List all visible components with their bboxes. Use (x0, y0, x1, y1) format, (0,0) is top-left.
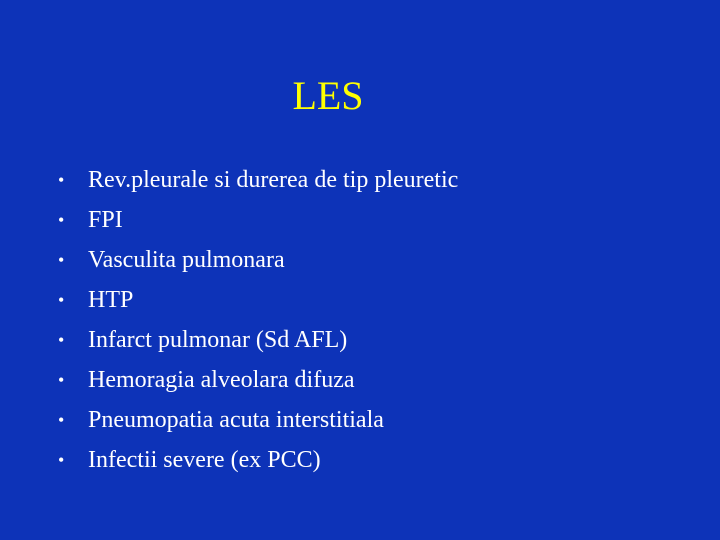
slide-title-text: LES (292, 73, 364, 118)
bullet-text: Infarct pulmonar (Sd AFL) (88, 327, 348, 353)
bullet-dot-icon: • (58, 410, 65, 430)
bullet-dot-icon: • (58, 210, 65, 230)
bullet-text: FPI (88, 207, 123, 233)
bullet-dot-icon: • (58, 330, 65, 350)
bullet-dot-icon: • (58, 250, 65, 270)
bullet-dot-icon: • (58, 370, 65, 390)
bullet-text: Infectii severe (ex PCC) (88, 447, 321, 473)
slide-title (0, 72, 656, 120)
bullet-text: Pneumopatia acuta interstitiala (88, 407, 384, 433)
bullet-dot-icon: • (58, 170, 65, 190)
bullet-dot-icon: • (58, 450, 65, 470)
bullet-text: Vasculita pulmonara (88, 247, 285, 273)
bullet-dot-icon: • (58, 290, 65, 310)
bullet-text: Rev.pleurale si durerea de tip pleuretic (88, 167, 459, 193)
bullet-text: Hemoragia alveolara difuza (88, 367, 355, 393)
bullet-text: HTP (88, 287, 134, 313)
